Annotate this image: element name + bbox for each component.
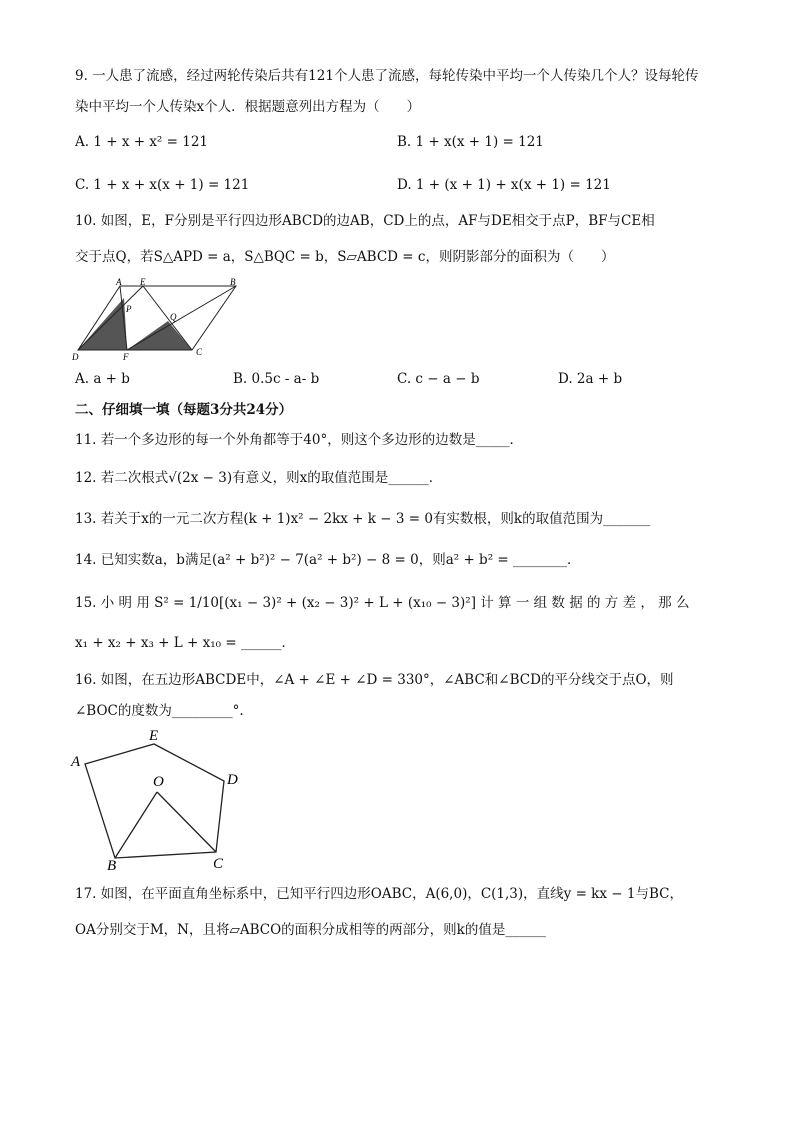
q10-label-P: P: [126, 304, 132, 314]
q10-option-c: C. c − a − b: [397, 371, 480, 387]
section-2-heading: 二、仔细填一填（每题3分共24分）: [75, 402, 293, 418]
q15-stem-line2: x₁ + x₂ + x₃ + L + x₁₀ = ______．: [75, 635, 295, 651]
q9-stem-line2: 染中平均一个人传染x个人．根据题意列出方程为（ ）: [75, 99, 421, 115]
q10-option-d: D. 2a + b: [558, 371, 623, 387]
q17-stem-line2: OA分别交于M，N，且将▱ABCO的面积分成相等的两部分，则k的值是______: [75, 922, 546, 938]
q16-pentagon-figure: [68, 726, 250, 872]
q10-label-Q: Q: [170, 312, 177, 322]
q16-pentagon-outline: [85, 744, 224, 858]
q10-label-A: A: [116, 278, 122, 287]
q10-parallelogram-figure: [70, 278, 245, 363]
q10-label-D: D: [72, 352, 79, 362]
q16-label-C: C: [213, 856, 224, 872]
q9-stem-line1: 9. 一人患了流感，经过两轮传染后共有121个人患了流感，每轮传染中平均一个人传染几个人？设每轮传: [75, 68, 699, 84]
q16-label-D: D: [227, 772, 238, 788]
q16-label-O: O: [153, 774, 164, 790]
q10-label-E: E: [140, 278, 146, 287]
q9-option-a: A. 1 + x + x² = 121: [75, 134, 209, 150]
q16-label-B: B: [107, 858, 117, 872]
q16-segment-CO: [157, 792, 216, 852]
q10-stem-line2: 交于点Q，若S△APD = a，S△BQC = b，S▱ABCD = c，则阴影部分的面积为（ ）: [75, 249, 615, 265]
q16-label-E: E: [149, 728, 159, 744]
q10-label-C: C: [196, 347, 203, 357]
q14-stem: 14. 已知实数a，b满足(a² + b²)² − 7(a² + b²) − 8 = 0，则a² + b² = ________．: [75, 552, 581, 568]
q9-option-c: C. 1 + x + x(x + 1) = 121: [75, 177, 250, 193]
q16-stem-line1: 16. 如图，在五边形ABCDE中，∠A + ∠E + ∠D = 330°，∠ABC和∠BCD的平分线交于点O，则: [75, 672, 674, 688]
q9-option-b: B. 1 + x(x + 1) = 121: [397, 134, 544, 150]
q17-stem-line1: 17. 如图，在平面直角坐标系中，已知平行四边形OABC，A(6,0)，C(1,3)，直线y = kx − 1与BC，: [75, 886, 683, 902]
q12-stem: 12. 若二次根式√(2x − 3)有意义，则x的取值范围是______．: [75, 470, 443, 486]
q10-option-a: A. a + b: [75, 371, 130, 387]
q10-option-b: B. 0.5c - a- b: [233, 371, 320, 387]
q10-label-B: B: [230, 278, 236, 287]
q11-stem: 11. 若一个多边形的每一个外角都等于40°，则这个多边形的边数是_____．: [75, 432, 523, 448]
q16-segment-BO: [115, 792, 157, 858]
q9-option-d: D. 1 + (x + 1) + x(x + 1) = 121: [397, 177, 611, 193]
q16-stem-line2: ∠BOC的度数为_________°.: [75, 703, 244, 719]
q10-stem-line1: 10. 如图，E，F分别是平行四边形ABCD的边AB，CD上的点，AF与DE相交于点P，BF与CE相: [75, 213, 655, 229]
q15-stem-line1: 15. 小 明 用 S² = 1/10[(x₁ − 3)² + (x₂ − 3)² + L + (x₁₀ − 3)²] 计 算 一 组 数 据 的 方 差 ， 那 么: [75, 595, 690, 611]
q16-label-A: A: [71, 754, 81, 770]
q13-stem: 13. 若关于x的一元二次方程(k + 1)x² − 2kx + k − 3 = 0有实数根，则k的取值范围为_______: [75, 511, 651, 527]
q10-label-F: F: [123, 352, 129, 362]
q10-shaded-triangle-right: [127, 321, 192, 350]
